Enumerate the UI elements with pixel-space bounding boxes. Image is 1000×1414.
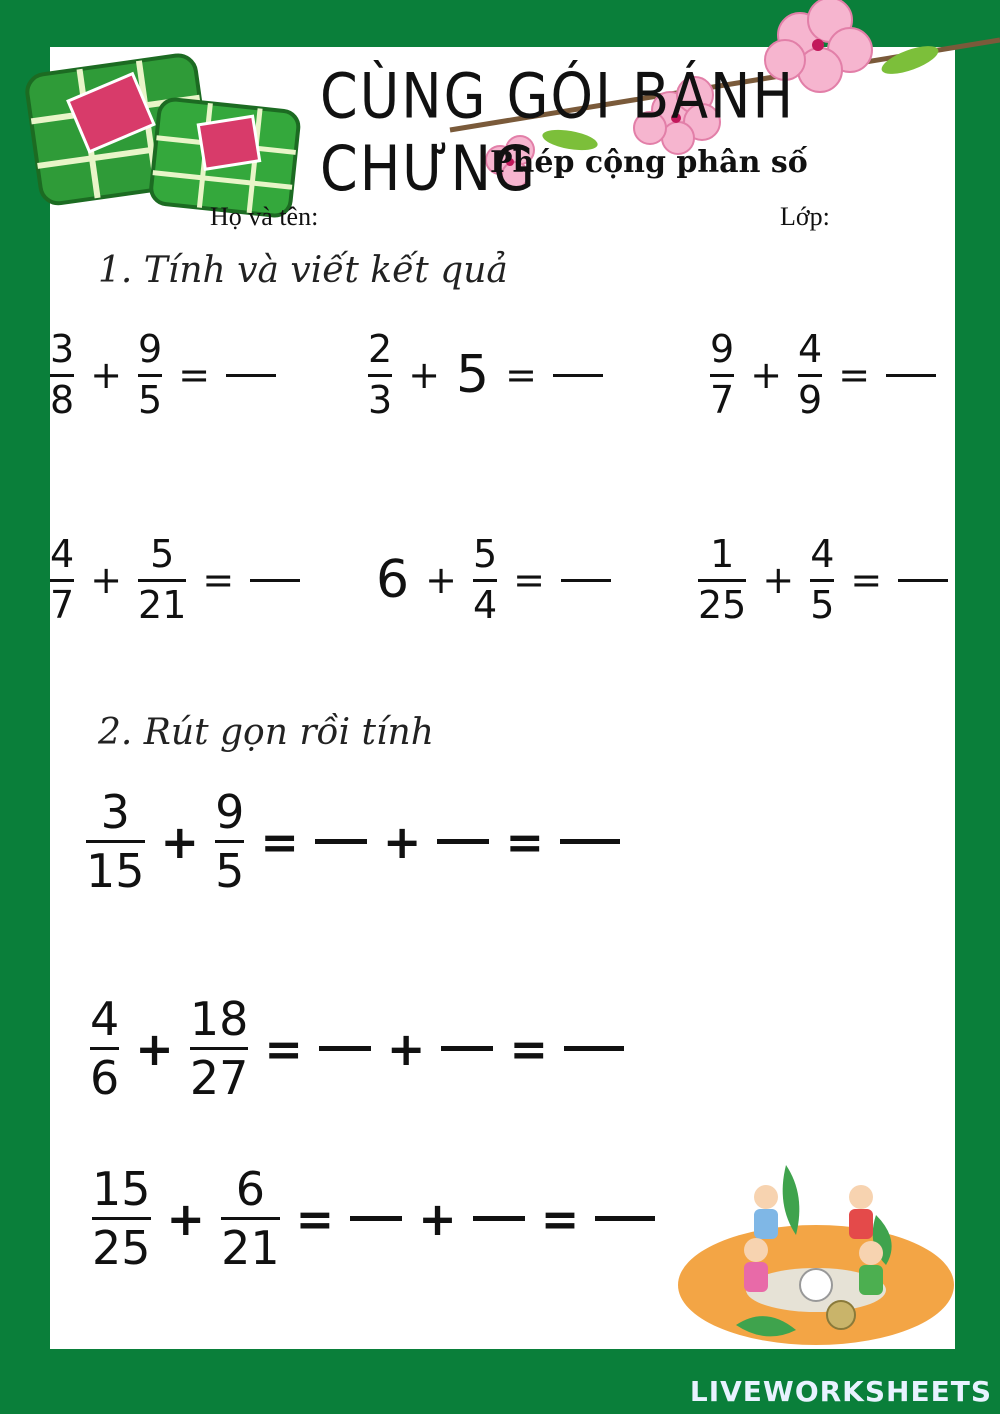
- equals-sign: =: [505, 353, 537, 398]
- whole-number: 5: [456, 345, 490, 406]
- problem-2-1: [80, 785, 626, 899]
- answer-blank[interactable]: [595, 1216, 655, 1221]
- equals-sign: =: [295, 1191, 335, 1246]
- answer-blank[interactable]: [886, 374, 936, 377]
- answer-blank[interactable]: [315, 839, 367, 844]
- answer-blank[interactable]: [561, 579, 611, 582]
- problem-1-1: [44, 327, 282, 422]
- fraction: $\frac{4}{5}$: [810, 532, 835, 627]
- children-wrapping-cakes-illustration: [676, 1155, 956, 1350]
- plus-sign: +: [408, 353, 441, 398]
- equals-sign: =: [838, 353, 871, 398]
- fraction: $\frac{4}{9}$: [798, 327, 823, 422]
- problem-1-2: [362, 327, 609, 422]
- equals-sign: =: [178, 353, 211, 398]
- plus-sign: +: [90, 353, 123, 398]
- plus-sign: +: [90, 558, 123, 603]
- answer-blank[interactable]: [898, 579, 948, 582]
- fraction: $\frac{5}{4}$: [472, 532, 498, 627]
- plus-sign: +: [382, 814, 422, 869]
- plus-sign: +: [750, 353, 783, 398]
- fraction: $\frac{1}{25}$: [698, 532, 747, 627]
- fraction: $\frac{3}{8}$: [50, 327, 75, 422]
- answer-blank[interactable]: [441, 1046, 493, 1051]
- banh-chung-icon: [14, 45, 304, 220]
- worksheet-page: [50, 47, 955, 1349]
- plus-sign: +: [762, 558, 795, 603]
- fraction: $\frac{15}{25}$: [92, 1162, 151, 1276]
- section2-heading: 2. Rút gọn rồi tính: [98, 712, 434, 753]
- answer-blank[interactable]: [473, 1216, 525, 1221]
- fraction: $\frac{4}{6}$: [90, 992, 120, 1106]
- plus-sign: +: [166, 1191, 206, 1246]
- plus-sign: +: [160, 814, 200, 869]
- page-subtitle: Phép cộng phân số: [490, 145, 808, 180]
- answer-blank[interactable]: [250, 579, 300, 582]
- answer-blank[interactable]: [560, 839, 620, 844]
- equals-sign: =: [509, 1021, 549, 1076]
- fraction: $\frac{9}{7}$: [710, 327, 735, 422]
- equals-sign: =: [260, 814, 299, 869]
- plus-sign: +: [386, 1021, 426, 1076]
- plus-sign: +: [418, 1191, 457, 1246]
- fraction: $\frac{4}{7}$: [50, 532, 75, 627]
- fraction: $\frac{6}{21}$: [221, 1162, 280, 1276]
- problem-1-3: [704, 327, 942, 422]
- answer-blank[interactable]: [319, 1046, 371, 1051]
- page-title: CÙNG GÓI BÁNH CHƯNG: [320, 60, 796, 205]
- equals-sign: =: [505, 814, 545, 869]
- problem-2-2: [84, 992, 630, 1106]
- liveworksheets-logo: LIVEWORKSHEETS: [689, 1375, 992, 1408]
- fraction: $\frac{3}{15}$: [86, 785, 145, 899]
- problem-2-3: [86, 1162, 661, 1276]
- answer-blank[interactable]: [226, 374, 276, 377]
- fraction: $\frac{5}{21}$: [138, 532, 187, 627]
- problem-1-4: [44, 532, 306, 627]
- class-label: Lớp:: [780, 202, 830, 231]
- answer-blank[interactable]: [553, 374, 603, 377]
- plus-sign: +: [135, 1021, 174, 1076]
- section1-heading: 1. Tính và viết kết quả: [98, 250, 508, 291]
- name-label: Họ và tên:: [210, 202, 319, 231]
- whole-number: 6: [376, 550, 410, 611]
- equals-sign: =: [513, 558, 545, 603]
- equals-sign: =: [264, 1021, 303, 1076]
- equals-sign: =: [202, 558, 235, 603]
- equals-sign: =: [540, 1191, 580, 1246]
- fraction: $\frac{18}{27}$: [189, 992, 249, 1106]
- fraction: $\frac{9}{5}$: [138, 327, 163, 422]
- problem-1-6: [692, 532, 954, 627]
- fraction: $\frac{9}{5}$: [215, 785, 245, 899]
- problem-1-5: [370, 532, 617, 627]
- answer-blank[interactable]: [564, 1046, 624, 1051]
- answer-blank[interactable]: [350, 1216, 402, 1221]
- plus-sign: +: [425, 558, 457, 603]
- fraction: $\frac{2}{3}$: [368, 327, 393, 422]
- answer-blank[interactable]: [437, 839, 489, 844]
- equals-sign: =: [850, 558, 883, 603]
